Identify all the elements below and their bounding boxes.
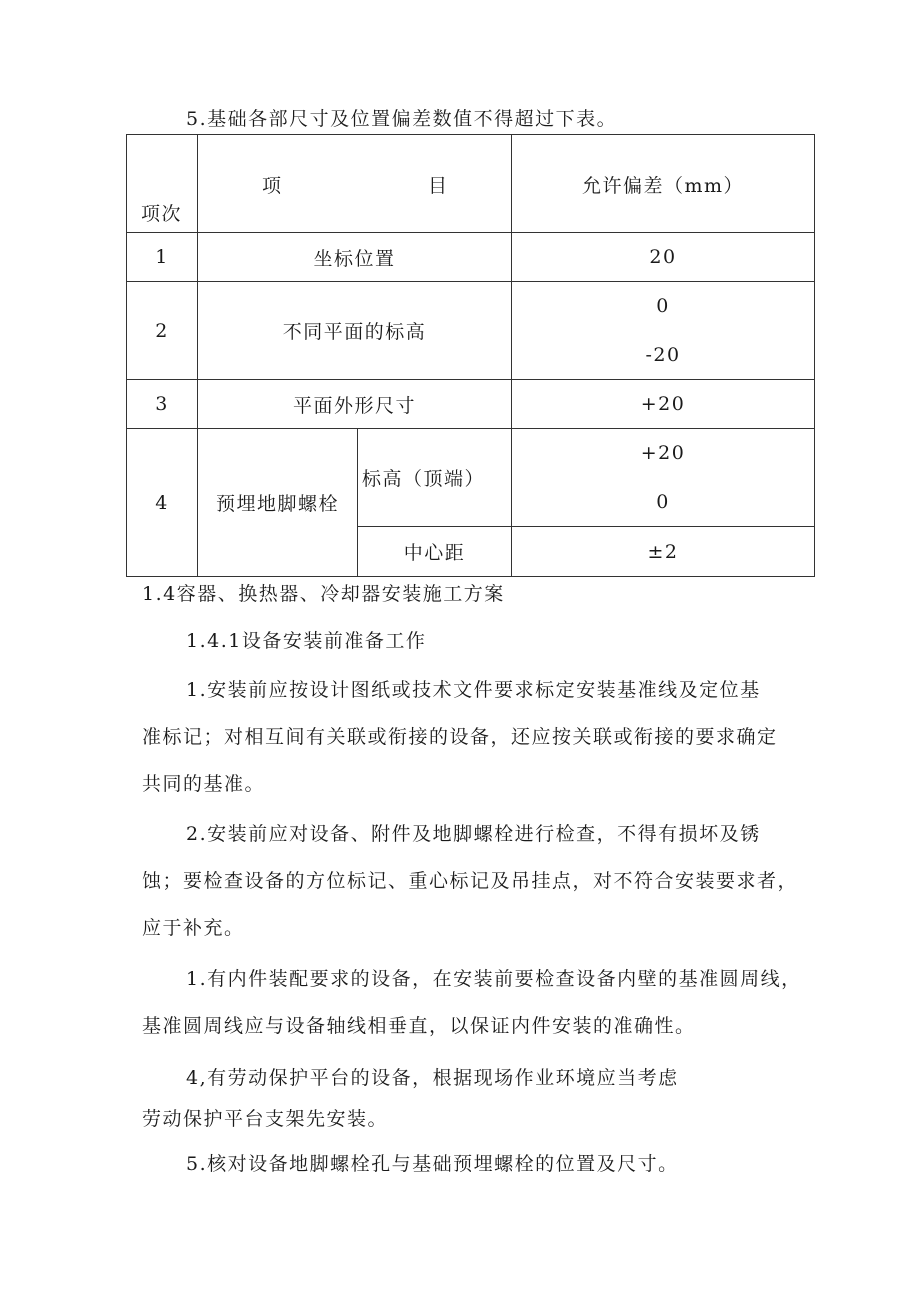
table-header-row <box>127 135 815 233</box>
paragraph-3-line-2: 基准圆周线应与设备轴线相垂直，以保证内件安装的准确性。 <box>142 1015 696 1037</box>
row4-item: 预埋地脚螺栓 <box>198 429 358 577</box>
header-tolerance: 允许偏差（mm） <box>512 135 815 233</box>
row2-tolerance-upper: 0 <box>656 295 670 318</box>
table-row <box>127 429 815 527</box>
paragraph-1-line-3: 共同的基准。 <box>142 773 266 795</box>
paragraph-1-line-2: 准标记；对相互间有关联或衔接的设备，还应按关联或衔接的要求确定 <box>142 726 778 748</box>
row4-sub2-tolerance: ±2 <box>512 527 815 577</box>
row2-item: 不同平面的标高 <box>198 282 512 380</box>
header-index: 项次 <box>127 135 198 233</box>
paragraph-2-line-3: 应于补充。 <box>142 917 245 939</box>
paragraph-4-line-1: 4,有劳动保护平台的设备，根据现场作业环境应当考虑 <box>186 1067 679 1089</box>
row1-tolerance: 20 <box>512 233 815 282</box>
paragraph-3-line-1: 1.有内件装配要求的设备，在安装前要检查设备内壁的基准圆周线， <box>186 968 802 990</box>
row3-index: 3 <box>127 380 198 429</box>
paragraph-4-line-2: 劳动保护平台支架先安装。 <box>142 1108 389 1130</box>
row3-tolerance: +20 <box>512 380 815 429</box>
intro-line: 5.基础各部尺寸及位置偏差数值不得超过下表。 <box>186 108 618 130</box>
header-item <box>198 135 512 233</box>
row4-sub1-tolerance-upper: +20 <box>640 442 686 465</box>
row4-sub1-name: 标高（顶端） <box>358 429 512 527</box>
paragraph-5-line-1: 5.核对设备地脚螺栓孔与基础预埋螺栓的位置及尺寸。 <box>186 1153 679 1175</box>
row1-item: 坐标位置 <box>198 233 512 282</box>
table-row <box>127 380 815 429</box>
header-item-b: 目 <box>428 175 449 197</box>
table-row <box>127 233 815 282</box>
row4-sub1-tolerance-lower: 0 <box>656 490 670 513</box>
row4-sub2-name: 中心距 <box>358 527 512 577</box>
row3-item: 平面外形尺寸 <box>198 380 512 429</box>
header-item-a: 项 <box>262 175 283 197</box>
row4-index: 4 <box>127 429 198 577</box>
tolerance-table <box>126 134 815 577</box>
row2-tolerance-lower: -20 <box>645 343 681 366</box>
paragraph-2-line-1: 2.安装前应对设备、附件及地脚螺栓进行检查，不得有损坏及锈 <box>186 823 761 845</box>
paragraph-1-line-1: 1.安装前应按设计图纸或技术文件要求标定安装基准线及定位基 <box>186 679 761 701</box>
row4-sub1-tolerance <box>512 429 815 527</box>
section-heading: 1.4容器、换热器、冷却器安装施工方案 <box>142 583 505 605</box>
table-row <box>127 282 815 380</box>
row1-index: 1 <box>127 233 198 282</box>
subsection-heading: 1.4.1设备安装前准备工作 <box>186 630 427 652</box>
paragraph-2-line-2: 蚀；要检查设备的方位标记、重心标记及吊挂点，对不符合安装要求者， <box>142 870 799 892</box>
row2-index: 2 <box>127 282 198 380</box>
row2-tolerance <box>512 282 815 380</box>
